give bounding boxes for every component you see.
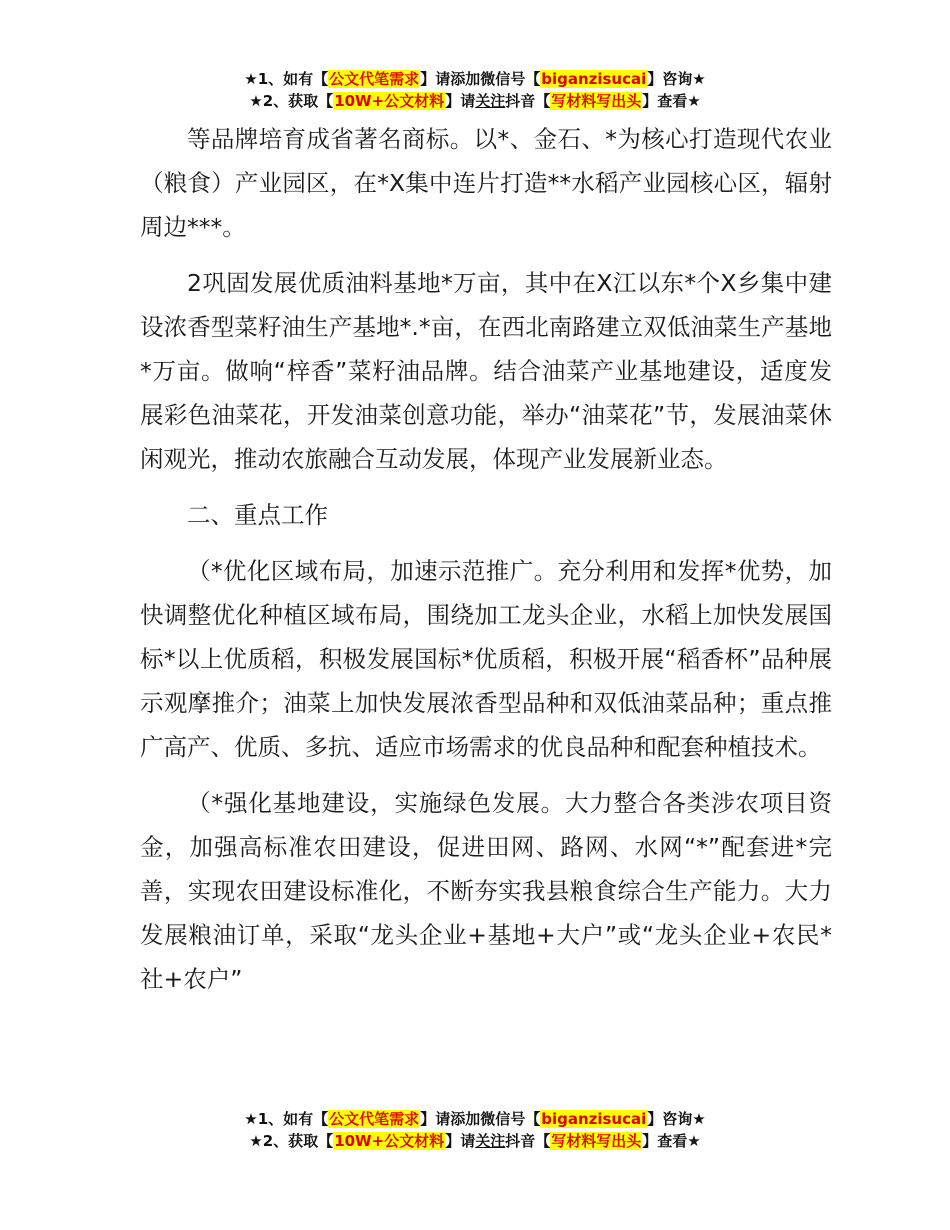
footer-banner bbox=[0, 1108, 950, 1152]
banner-highlight-wechat-id: biganzisucai bbox=[541, 70, 647, 88]
banner-text: 】请添加微信号【 bbox=[420, 1110, 541, 1128]
banner-text: 】请 bbox=[445, 92, 476, 110]
banner-text: ★2、获取【 bbox=[249, 92, 334, 110]
header-banner bbox=[0, 68, 950, 112]
document-body bbox=[140, 117, 832, 1001]
banner-highlight: 10W+公文材料 bbox=[334, 92, 445, 110]
banner-highlight: 公文代笔需求 bbox=[329, 70, 420, 88]
banner-text: 】咨询★ bbox=[647, 70, 706, 88]
banner-line-1 bbox=[0, 1108, 950, 1130]
banner-text: 】咨询★ bbox=[647, 1110, 706, 1128]
banner-underlined-text: 关注 bbox=[475, 1132, 506, 1150]
banner-highlight-wechat-id: biganzisucai bbox=[541, 1110, 647, 1128]
banner-text: 】请添加微信号【 bbox=[420, 70, 541, 88]
banner-text: 抖音【 bbox=[505, 92, 551, 110]
banner-underlined-text: 关注 bbox=[475, 92, 506, 110]
banner-line-2 bbox=[0, 90, 950, 112]
section-heading: 二、重点工作 bbox=[187, 501, 328, 529]
banner-line-1 bbox=[0, 68, 950, 90]
banner-line-2 bbox=[0, 1130, 950, 1152]
paragraph: 等品牌培育成省著名商标。以*、金石、*为核心打造现代农业（粮食）产业园区，在*X集中连片打造**水稻产业园核心区，辐射周边***。 bbox=[140, 125, 832, 241]
paragraph: （*强化基地建设，实施绿色发展。大力整合各类涉农项目资金，加强高标准农田建设，促进田网、路网、水网“*”配套进*完善，实现农田建设标准化，不断夯实我县粮食综合生产能力。大力发展粮油订单，采取“龙头企业+基地+大户”或“龙头企业+农民*社+农户” bbox=[140, 789, 832, 993]
banner-text: 抖音【 bbox=[505, 1132, 551, 1150]
banner-text: 】查看★ bbox=[642, 92, 701, 110]
banner-text: ★2、获取【 bbox=[249, 1132, 334, 1150]
paragraph: （*优化区域布局，加速示范推广。充分利用和发挥*优势，加快调整优化种植区域布局，围绕加工龙头企业，水稻上加快发展国标*以上优质稻，积极发展国标*优质稻，积极开展“稻香杯”品种展示观摩推介；油菜上加快发展浓香型品种和双低油菜品种；重点推广高产、优质、多抗、适应市场需求的优良品种和配套种植技术。 bbox=[140, 557, 832, 761]
paragraph: 2巩固发展优质油料基地*万亩，其中在X江以东*个X乡集中建设浓香型菜籽油生产基地*.*亩，在西北南路建立双低油菜生产基地*万亩。做响“梓香”菜籽油品牌。结合油菜产业基地建设，适度发展彩色油菜花，开发油菜创意功能，举办“油菜花”节，发展油菜休闲观光，推动农旅融合互动发展，体现产业发展新业态。 bbox=[140, 269, 832, 473]
banner-text: ★1、如有【 bbox=[244, 70, 329, 88]
banner-text: ★1、如有【 bbox=[244, 1110, 329, 1128]
banner-highlight-douyin: 写材料写出头 bbox=[551, 92, 642, 110]
banner-highlight: 公文代笔需求 bbox=[329, 1110, 420, 1128]
banner-text: 】请 bbox=[445, 1132, 476, 1150]
banner-highlight: 10W+公文材料 bbox=[334, 1132, 445, 1150]
banner-highlight-douyin: 写材料写出头 bbox=[551, 1132, 642, 1150]
banner-text: 】查看★ bbox=[642, 1132, 701, 1150]
